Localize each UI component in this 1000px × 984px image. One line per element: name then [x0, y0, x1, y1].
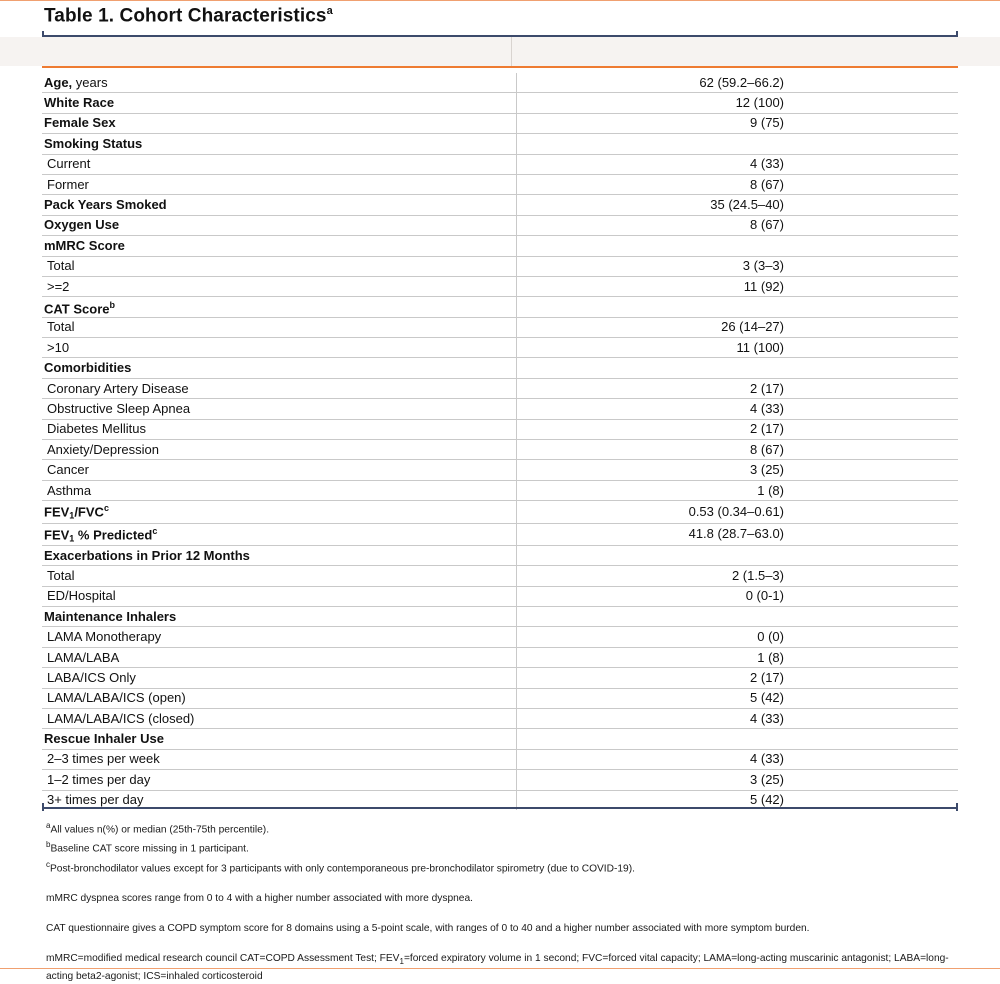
table-row	[42, 113, 958, 133]
footnote-mmrc: mMRC dyspnea scores range from 0 to 4 with a higher number associated with more dyspnea.	[46, 893, 473, 905]
table-row	[42, 378, 958, 398]
table-row	[42, 399, 958, 419]
row-label: Total	[42, 256, 517, 276]
row-label: LAMA/LABA	[42, 647, 517, 667]
row-label: Exacerbations in Prior 12 Months	[42, 545, 517, 565]
row-value: 8 (67)	[517, 440, 959, 460]
table-row	[42, 749, 958, 769]
row-value: 2 (17)	[517, 668, 959, 688]
row-value: 41.8 (28.7–63.0)	[517, 523, 959, 545]
row-value	[517, 134, 959, 154]
row-value: 2 (17)	[517, 419, 959, 439]
row-label: 3+ times per day	[47, 792, 144, 808]
row-label: 1–2 times per day	[42, 770, 517, 790]
row-label: ED/Hospital	[42, 586, 517, 606]
row-label: Anxiety/Depression	[42, 440, 517, 460]
row-value: 4 (33)	[517, 749, 959, 769]
table-row	[42, 154, 958, 174]
row-label: Comorbidities	[42, 358, 517, 378]
table-row	[42, 460, 958, 480]
table-row	[42, 93, 958, 113]
row-label: $FEV_1$ % Predicted$^c$	[42, 523, 517, 545]
row-value: 0.53 (0.34–0.61)	[517, 501, 959, 523]
row-value: 0 (0)	[517, 627, 959, 647]
row-label: Female Sex	[42, 113, 517, 133]
table-row	[42, 440, 958, 460]
table-header-row	[0, 37, 1000, 66]
footnote-a: $^a$All values n(%) or median (25th-75th percentile).	[46, 821, 270, 836]
row-label: Obstructive Sleep Apnea	[42, 399, 517, 419]
table-row	[42, 586, 958, 606]
footnote-b: $^b$Baseline CAT score missing in 1 participant.	[46, 840, 249, 855]
table-row	[42, 647, 958, 667]
row-value	[517, 358, 959, 378]
row-label: 2–3 times per week	[42, 749, 517, 769]
row-label: Former	[42, 174, 517, 194]
row-value: 5 (42)	[517, 790, 959, 810]
table-row	[42, 501, 958, 523]
table-row	[42, 236, 958, 256]
frame-tick-bottom-left	[42, 803, 44, 811]
table-row	[42, 195, 958, 215]
table-row	[42, 708, 958, 728]
row-value: 35 (24.5–40)	[517, 195, 959, 215]
table-bottom-frame	[42, 807, 958, 809]
table-row	[42, 276, 958, 296]
table-row	[42, 256, 958, 276]
table-row	[42, 358, 958, 378]
row-value: 62 (59.2–66.2)	[517, 73, 959, 93]
row-value: 8 (67)	[517, 215, 959, 235]
footnote-abbreviations: mMRC=modified medical research council CAT=COPD Assessment Test; $FEV_1=forced$ expiratory volume in 1 second; FVC=forced vital capacity; LAMA=long-acting muscarinic antagonist; LABA=long-acting beta2-agonist; ICS=inhaled corticosteroid	[46, 953, 949, 983]
row-label: >10	[42, 338, 517, 358]
row-label: Current	[42, 154, 517, 174]
table-row	[42, 317, 958, 337]
row-value: 1 (8)	[517, 647, 959, 667]
row-value: 0 (0-1)	[517, 586, 959, 606]
row-value: 9 (75)	[517, 113, 959, 133]
table-row	[42, 668, 958, 688]
table-row	[42, 480, 958, 500]
row-value: 3 (3–3)	[517, 256, 959, 276]
header-column-divider	[511, 37, 512, 66]
cohort-table	[42, 73, 958, 810]
row-value	[517, 236, 959, 256]
row-value: 12 (100)	[517, 93, 959, 113]
row-value: 26 (14–27)	[517, 317, 959, 337]
row-value	[517, 297, 959, 317]
row-label: Coronary Artery Disease	[42, 378, 517, 398]
row-value: 3 (25)	[517, 770, 959, 790]
table-row	[42, 627, 958, 647]
row-label: LAMA Monotherapy	[42, 627, 517, 647]
table-row	[42, 607, 958, 627]
row-label: $FEV_1/FVC^c$	[42, 501, 517, 523]
row-value	[517, 607, 959, 627]
bottom-rule	[0, 968, 1000, 969]
row-value: 2 (17)	[517, 378, 959, 398]
row-value: 2 (1.5–3)	[517, 566, 959, 586]
header-accent-rule	[42, 66, 958, 68]
row-value: 4 (33)	[517, 708, 959, 728]
row-label: Diabetes Mellitus	[42, 419, 517, 439]
table-row	[42, 297, 958, 317]
table-footnotes	[46, 818, 956, 984]
top-rule	[0, 0, 1000, 1]
row-value: 4 (33)	[517, 154, 959, 174]
table-row	[42, 73, 958, 93]
row-value: 5 (42)	[517, 688, 959, 708]
table-row	[42, 174, 958, 194]
table-row	[42, 338, 958, 358]
row-label: Oxygen Use	[42, 215, 517, 235]
row-label: Age, years	[42, 73, 517, 93]
table-row	[42, 770, 958, 790]
table-row	[42, 729, 958, 749]
row-value	[517, 545, 959, 565]
row-label: Rescue Inhaler Use	[42, 729, 517, 749]
table-row	[42, 545, 958, 565]
footnote-cat: CAT questionnaire gives a COPD symptom score for 8 domains using a 5-point scale, with ranges of 0 to 40 and a higher number associated with more symptom burden.	[46, 923, 810, 935]
row-value: 3 (25)	[517, 460, 959, 480]
row-label: >=2	[42, 276, 517, 296]
row-label: Pack Years Smoked	[42, 195, 517, 215]
table-row	[42, 134, 958, 154]
row-label: Asthma	[42, 480, 517, 500]
row-value: 8 (67)	[517, 174, 959, 194]
row-label: Total	[42, 566, 517, 586]
row-value: 4 (33)	[517, 399, 959, 419]
row-label: LAMA/LABA/ICS (open)	[42, 688, 517, 708]
row-label: LABA/ICS Only	[42, 668, 517, 688]
row-label: Smoking Status	[42, 134, 517, 154]
row-label: Total	[42, 317, 517, 337]
row-label: CAT Score$^b$	[42, 297, 517, 317]
row-label: White Race	[42, 93, 517, 113]
footnote-c: $^c$Post-bronchodilator values except for 3 participants with only contemporaneous pre-bronchodilator spirometry (due to COVID-19).	[46, 859, 635, 875]
row-label: Cancer	[42, 460, 517, 480]
frame-tick-bottom-right	[956, 803, 958, 811]
table-row	[42, 566, 958, 586]
row-value: 11 (100)	[517, 338, 959, 358]
row-value: 1 (8)	[517, 480, 959, 500]
table-row	[42, 419, 958, 439]
row-value	[517, 729, 959, 749]
row-label: mMRC Score	[42, 236, 517, 256]
table-title: Table 1. Cohort Characteristics$^a$	[44, 5, 333, 27]
row-label: LAMA/LABA/ICS (closed)	[42, 708, 517, 728]
row-value: 11 (92)	[517, 276, 959, 296]
table-row	[42, 523, 958, 545]
table-row	[42, 688, 958, 708]
table-row	[42, 215, 958, 235]
row-label: Maintenance Inhalers	[42, 607, 517, 627]
